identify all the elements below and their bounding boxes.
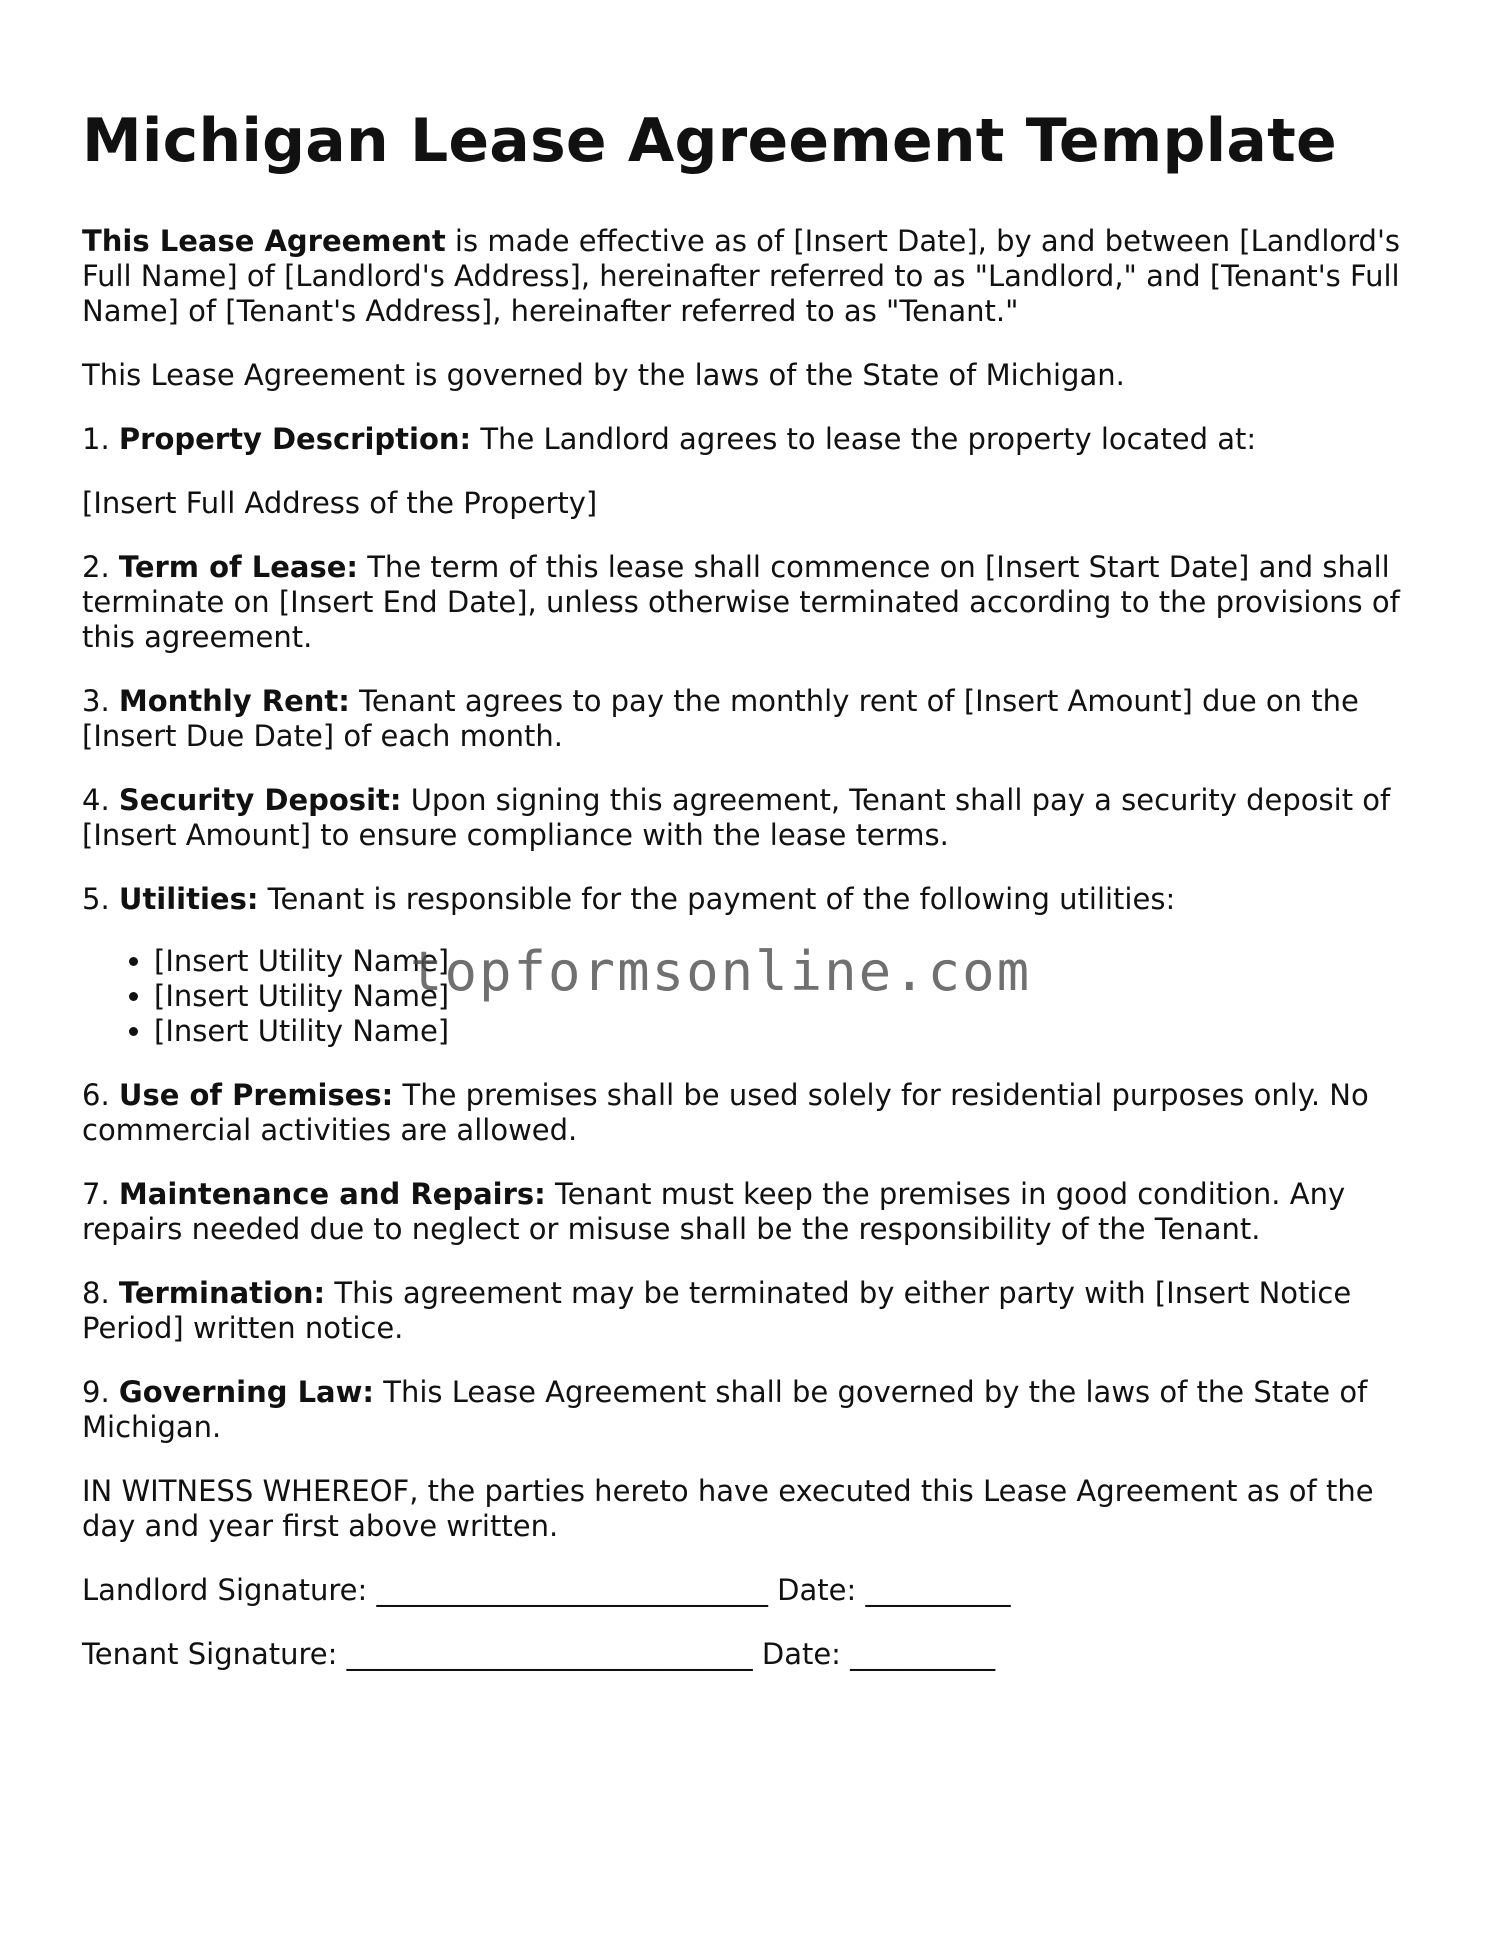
section-8 — [82, 1276, 1422, 1346]
intro-paragraph — [82, 224, 1422, 329]
section-1 — [82, 422, 1422, 457]
list-item: • [Insert Utility Name] — [154, 1014, 1422, 1049]
section-heading: Termination: — [118, 1276, 326, 1310]
section-number: 7. — [82, 1177, 119, 1211]
list-item: • [Insert Utility Name] — [154, 979, 1422, 1014]
landlord-signature-line: Landlord Signature: ___________________________ Date: __________ — [82, 1573, 1011, 1607]
section-9 — [82, 1375, 1422, 1445]
property-address: [Insert Full Address of the Property] — [82, 486, 598, 520]
section-4 — [82, 783, 1422, 853]
governed-statement: This Lease Agreement is governed by the laws of the State of Michigan. — [82, 358, 1125, 392]
witness-clause: IN WITNESS WHEREOF, the parties hereto have executed this Lease Agreement as of the day and year first above written. — [82, 1474, 1374, 1543]
section-2 — [82, 550, 1422, 655]
section-heading: Term of Lease: — [118, 550, 358, 584]
section-number: 3. — [82, 684, 119, 718]
section-text: The term of this lease shall commence on [Insert Start Date] and shall terminate on [Insert End Date], unless otherwise terminated according to the provisions of this agreement. — [82, 550, 1400, 654]
section-heading: Security Deposit: — [118, 783, 402, 817]
section-7 — [82, 1177, 1422, 1247]
section-heading: Maintenance and Repairs: — [118, 1177, 546, 1211]
section-heading: Use of Premises: — [118, 1078, 394, 1112]
section-heading: Property Description: — [118, 422, 472, 456]
section-number: 4. — [82, 783, 119, 817]
watermark: topformsonline.com — [410, 940, 1032, 1003]
section-text: This Lease Agreement shall be governed by the laws of the State of Michigan. — [82, 1375, 1368, 1444]
list-item: • [Insert Utility Name] — [154, 944, 1422, 979]
section-text: Tenant is responsible for the payment of the following utilities: — [258, 882, 1176, 916]
section-text: Tenant agrees to pay the monthly rent of [Insert Amount] due on the [Insert Due Date] of each month. — [82, 684, 1359, 753]
tenant-signature-line: Tenant Signature: ____________________________ Date: __________ — [82, 1637, 996, 1671]
section-heading: Monthly Rent: — [118, 684, 350, 718]
section-number: 1. — [82, 422, 119, 456]
intro-lead: This Lease Agreement — [82, 224, 446, 258]
section-number: 5. — [82, 882, 119, 916]
intro-text: is made effective as of [Insert Date], by and between [Landlord's Full Name] of [Landlord's Address], hereinafter referred to as "Landlord," and [Tenant's Full Name] of [Tenant's Address], hereinafter referred to as "Tenant." — [82, 224, 1401, 328]
section-text: The Landlord agrees to lease the property located at: — [471, 422, 1257, 456]
section-number: 6. — [82, 1078, 119, 1112]
section-heading: Utilities: — [118, 882, 259, 916]
section-heading: Governing Law: — [118, 1375, 375, 1409]
section-text: Tenant must keep the premises in good condition. Any repairs needed due to neglect or misuse shall be the responsibility of the Tenant. — [82, 1177, 1346, 1246]
section-text: The premises shall be used solely for residential purposes only. No commercial activities are allowed. — [82, 1078, 1369, 1147]
section-number: 2. — [82, 550, 119, 584]
section-number: 8. — [82, 1276, 119, 1310]
section-5 — [82, 882, 1422, 917]
section-number: 9. — [82, 1375, 119, 1409]
section-6 — [82, 1078, 1422, 1148]
section-3 — [82, 684, 1422, 754]
lease-document — [82, 100, 1422, 1701]
section-text: Upon signing this agreement, Tenant shall pay a security deposit of [Insert Amount] to ensure compliance with the lease terms. — [82, 783, 1391, 852]
section-text: This agreement may be terminated by either party with [Insert Notice Period] written notice. — [82, 1276, 1352, 1345]
page-title: Michigan Lease Agreement Template — [82, 106, 1337, 176]
